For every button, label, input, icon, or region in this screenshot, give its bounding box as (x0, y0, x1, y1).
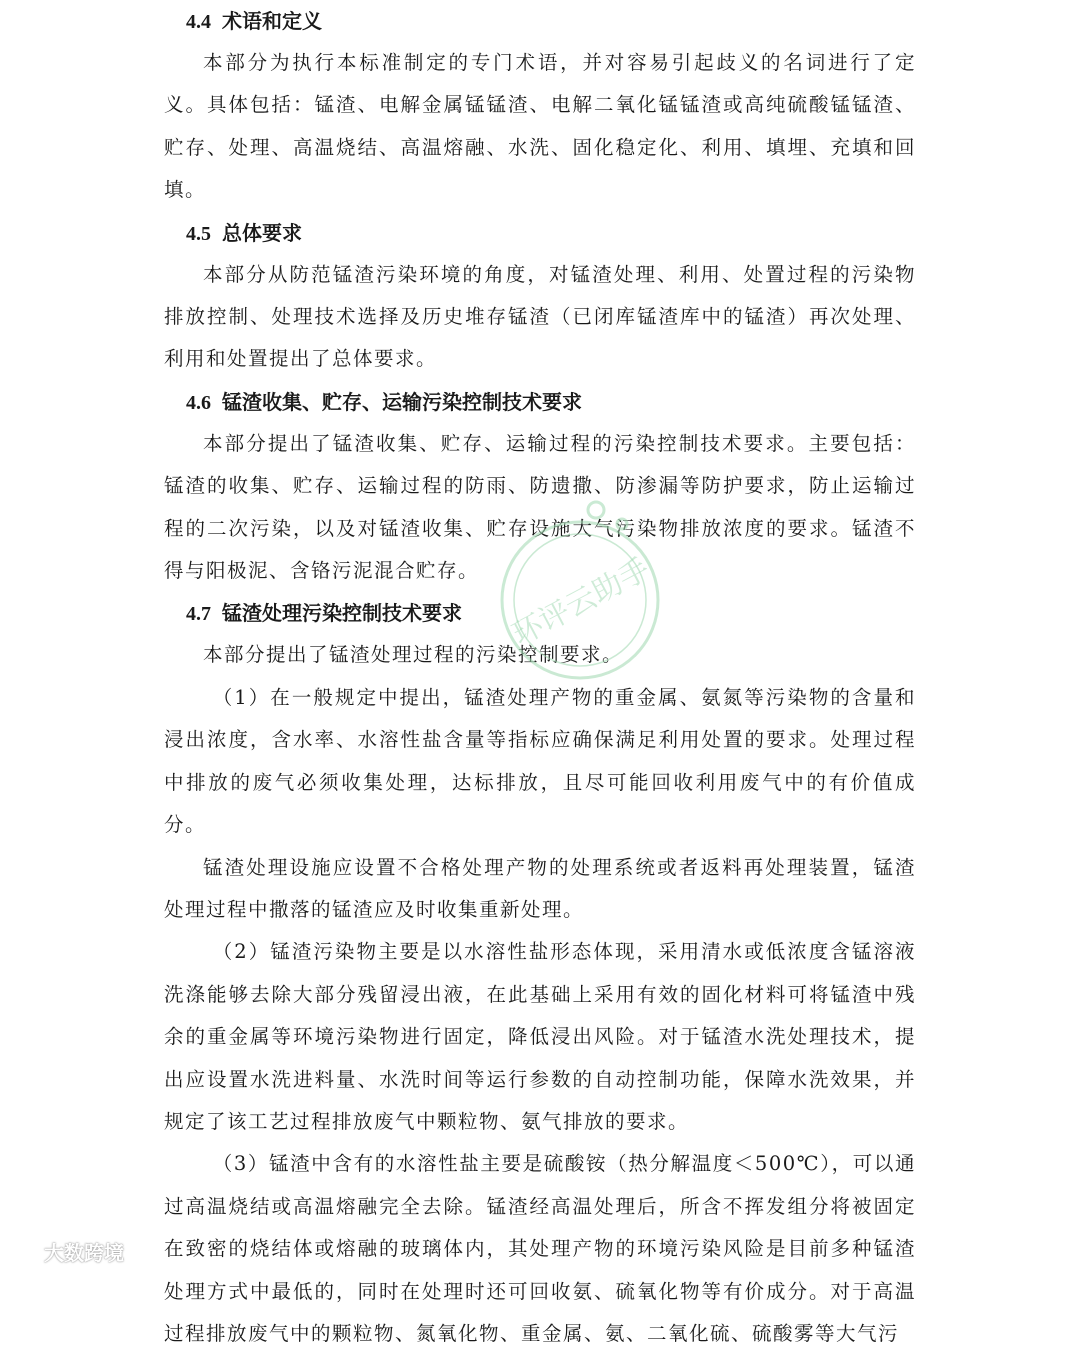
section-title: 术语和定义 (221, 9, 322, 33)
document-content (164, 0, 916, 1355)
brand-text: 大数跨境 (44, 1240, 124, 1265)
brand-watermark (10, 1238, 124, 1264)
paragraph-item-1: （1）在一般规定中提出，锰渣处理产物的重金属、氨氮等污染物的含量和浸出浓度，含水率、水溶性盐含量等指标应确保满足利用处置的要求。处理过程中排放的废气必须收集处理，达标排放，且尽可能回收利用废气中的有价值成分。 (164, 685, 916, 837)
section-heading-4-6 (186, 381, 916, 423)
paragraph: 本部分为执行本标准制定的专门术语，并对容易引起歧义的名词进行了定义。具体包括：锰渣、电解金属锰锰渣、电解二氧化锰锰渣或高纯硫酸锰锰渣、贮存、处理、高温烧结、高温熔融、水洗、固化稳定化、利用、填埋、充填和回填。 (164, 51, 916, 202)
section-title: 锰渣收集、贮存、运输污染控制技术要求 (221, 389, 582, 414)
section-heading-4-7 (186, 592, 916, 634)
section-number: 4.5 (186, 222, 211, 245)
section-number: 4.7 (186, 603, 211, 626)
section-heading-4-4 (186, 0, 916, 42)
section-number: 4.4 (186, 11, 211, 33)
section-title: 总体要求 (221, 220, 302, 245)
paragraph: 锰渣处理设施应设置不合格处理产物的处理系统或者返料再处理装置，锰渣处理过程中撒落的锰渣应及时收集重新处理。 (164, 855, 916, 921)
weibo-logo-icon (10, 1239, 40, 1263)
paragraph: 本部分提出了锰渣收集、贮存、运输过程的污染控制技术要求。主要包括：锰渣的收集、贮存、运输过程的防雨、防遗撒、防渗漏等防护要求，防止运输过程的二次污染，以及对锰渣收集、贮存设施大气污染物排放浓度的要求。锰渣不得与阳极泥、含铬污泥混合贮存。 (164, 431, 916, 583)
section-number: 4.6 (186, 391, 211, 414)
section-title: 锰渣处理污染控制技术要求 (221, 601, 462, 626)
paragraph: 本部分从防范锰渣污染环境的角度，对锰渣处理、利用、处置过程的污染物排放控制、处理技术选择及历史堆存锰渣（已闭库锰渣库中的锰渣）再次处理、利用和处置提出了总体要求。 (164, 262, 916, 371)
section-heading-4-5 (186, 212, 916, 254)
watermark-text: 环评云助手 (506, 551, 656, 653)
paragraph: 本部分提出了锰渣处理过程的污染控制要求。 (203, 643, 624, 667)
paragraph-item-2: （2）锰渣污染物主要是以水溶性盐形态体现，采用清水或低浓度含锰溶液洗涤能够去除大部分残留浸出液，在此基础上采用有效的固化材料可将锰渣中残余的重金属等环境污染物进行固定，降低浸出风险。对于锰渣水洗处理技术，提出应设置水洗进料量、水洗时间等运行参数的自动控制功能，保障水洗效果，并规定了该工艺过程排放废气中颗粒物、氨气排放的要求。 (164, 940, 916, 1133)
paragraph-item-3: （3）锰渣中含有的水溶性盐主要是硫酸铵（热分解温度＜500℃），可以通过高温烧结或高温熔融完全去除。锰渣经高温处理后，所含不挥发组分将被固定在致密的烧结体或熔融的玻璃体内，其处理产物的环境污染风险是目前多种锰渣处理方式中最低的，同时在处理时还可回收氨、硫氧化物等有价成分。对于高温过程排放废气中的颗粒物、氮氧化物、重金属、氨、二氧化硫、硫酸雾等大气污 (164, 1152, 916, 1345)
